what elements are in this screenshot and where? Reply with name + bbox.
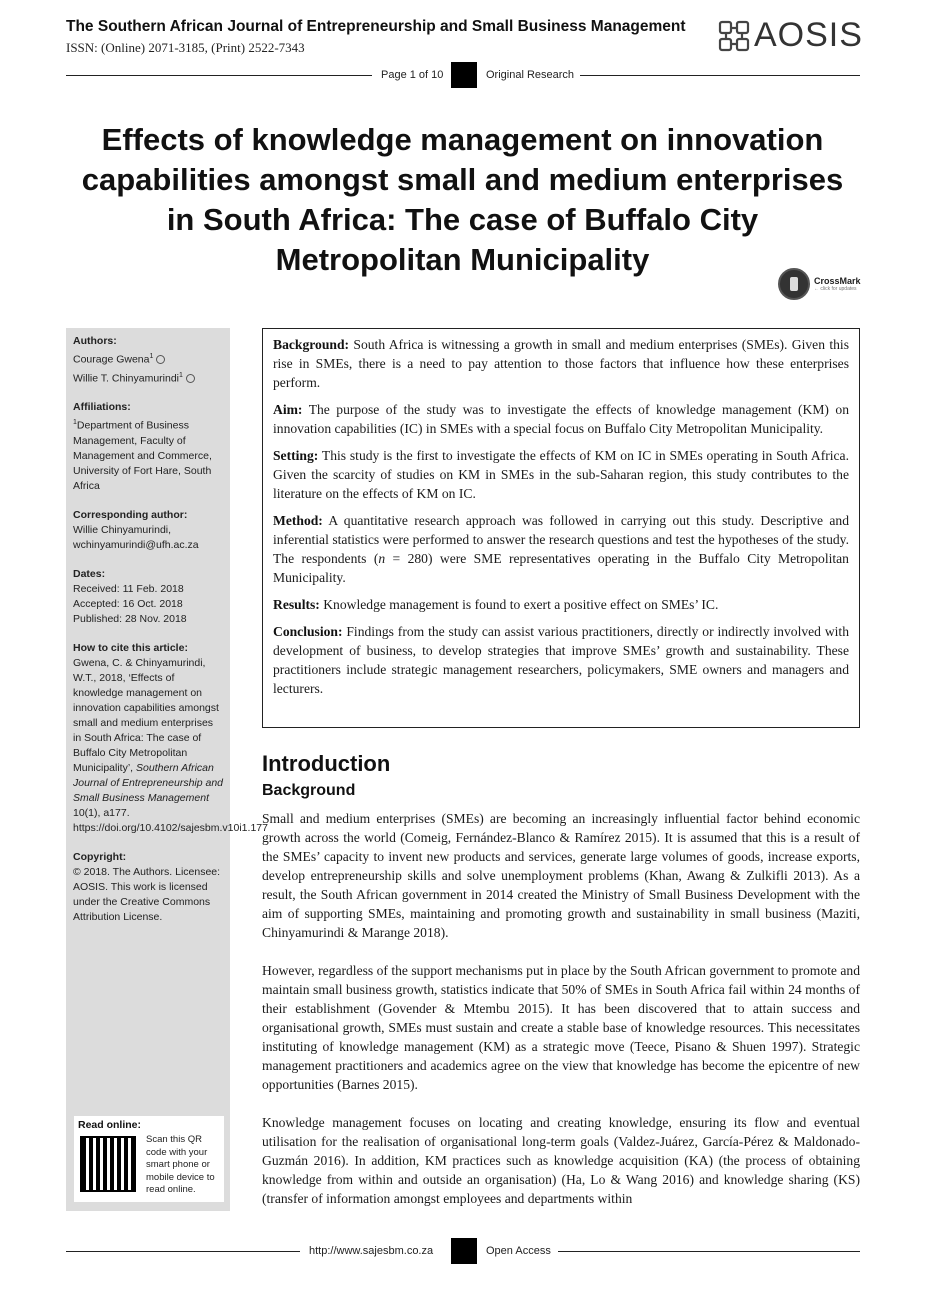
publisher-logo (718, 16, 863, 55)
background-heading: Background (262, 782, 356, 799)
authors-section (73, 334, 223, 386)
author-2: Willie T. Chinyamurindi$^1$ (73, 368, 223, 387)
issn: ISSN: (Online) 2071-3185, (Print) 2522-7343 (66, 40, 305, 55)
abstract-method: Method: A quantitative research approach was followed in carrying out this study. Descriptive and inferential statistics were performed to answer the research questions and test the hypotheses of the study. The respondents (n = 280) were SME representatives operating in the Buffalo City Metropolitan Municipality. (273, 513, 849, 585)
corresponding-section (73, 508, 223, 553)
abstract-box (262, 328, 860, 728)
dates-head: Dates: (73, 567, 106, 580)
dates-section (73, 567, 223, 627)
body-paragraph-2: However, regardless of the support mechanisms put in place by the South African government to promote and maintain small business growth, statistics indicate that 50% of SMEs in South Africa fail within 24 months of their establishment (Govender & Mtembu 2015). It has been discovered that to attain success and organisational growth, SMEs must sustain and create a stable base of knowledge resources. This necessitates instituting of knowledge management (KM) as a strategic move (Teece, Pisano & Shuen 1997). Strategic management practitioners and academics agree on the view that knowledge has become the epicentre of new opportunities (Barnes 2015). (262, 963, 860, 1092)
abstract-background: Background: South Africa is witnessing a growth in small and medium enterprises (SMEs). Given this rise in SMEs, there is a need to pay attention to those factors that influence how these enterprises perform. (273, 337, 849, 390)
date-accepted: Accepted: 16 Oct. 2018 (73, 597, 183, 610)
corresponding-name: Willie Chinyamurindi, (73, 523, 172, 536)
read-online-head: Read online: (78, 1119, 142, 1131)
footer-url[interactable]: http://www.sajesbm.co.za (309, 1245, 434, 1257)
authors-head: Authors: (73, 335, 117, 347)
copyright-head: Copyright: (73, 850, 127, 863)
page-label: Page 1 of 10 (381, 69, 444, 81)
orcid-icon[interactable] (156, 355, 165, 364)
aosis-emblem-icon (718, 20, 750, 52)
read-online-text: Scan this QR code with your smart phone or mobile device to read online. (146, 1134, 215, 1195)
corresponding-head: Corresponding author: (73, 508, 188, 521)
date-published: Published: 28 Nov. 2018 (73, 612, 187, 625)
crossmark-sub: ← click for updates (814, 286, 857, 292)
corresponding-email[interactable]: wchinyamurindi@ufh.ac.za (73, 538, 199, 551)
orcid-icon[interactable] (186, 374, 195, 383)
read-online-box (74, 1116, 224, 1202)
abstract-conclusion: Conclusion: Findings from the study can assist various practitioners, directly or indirectly involved with development of business, to develop strategies that improve SMEs’ growth and sustainability. These practitioners include strategic management researchers, policymakers, SME owners and managers and lecturers. (273, 624, 849, 696)
abstract-setting: Setting: This study is the first to investigate the effects of KM on IC in SMEs operating in South Africa. Given the scarcity of studies on KM in SMEs in the sub-Saharan region, this study contributes to the literature on the effects of KM on IC. (273, 448, 849, 501)
article-type: Original Research (486, 69, 575, 81)
crossmark-icon (778, 268, 810, 300)
footer-block (451, 1238, 477, 1264)
footer-access: Open Access (486, 1245, 551, 1257)
citation-section (73, 641, 268, 836)
crossmark-badge[interactable] (778, 268, 861, 300)
citation-text: Gwena, C. & Chinyamurindi, W.T., 2018, ‘Effects of knowledge management on innovation capabilities amongst small and medium enterprises in South Africa: The case of Buffalo City Metropolitan Municipality’, Southern African Journal of Entrepreneurship and Small Business Management 10(1), a177. https://doi.org/10.4102/sajesbm.v10i1.177 (73, 656, 268, 834)
header-block (451, 62, 477, 88)
abstract-results: Results: Knowledge management is found to exert a positive effect on SMEs’ IC. (273, 597, 719, 612)
journal-title: The Southern African Journal of Entrepreneurship and Small Business Management (66, 18, 686, 35)
sidebar (66, 328, 268, 1211)
author-1: Courage Gwena$^1$ (73, 349, 223, 368)
copyright-section (73, 850, 223, 925)
body-paragraph-3: Knowledge management focuses on locating and creating knowledge, ensuring its flow and eventual utilisation for the realisation of organisational long-term goals (Valdez-Juárez, García-Pérez & Maldonado-Guzmán 2016). In addition, KM practices such as knowledge acquisition (KA) (the process of obtaining knowledge from within and outside an organisation) (Ha, Lo & Wang 2016) and knowledge sharing (KS) (transfer of information amongst employees and departments within (262, 1115, 860, 1206)
footer-rule-left (66, 1251, 300, 1252)
crossmark-label: CrossMark (814, 276, 861, 286)
header-rule-left (66, 75, 372, 76)
article-title: Effects of knowledge management on innovation capabilities amongst small and medium enterprises in South Africa: The case of Buffalo City Metropolitan Municipality (81, 122, 844, 277)
footer-rule-right (558, 1251, 860, 1252)
affiliation-text: $^1$Department of Business Management, Faculty of Management and Commerce, University of Fort Hare, South Africa (73, 419, 212, 492)
copyright-text: © 2018. The Authors. Licensee: AOSIS. This work is licensed under the Creative Commons Attribution License. (73, 865, 221, 923)
aosis-wordmark: AOSIS (754, 16, 863, 54)
abstract-aim: Aim: The purpose of the study was to investigate the effects of knowledge management (KM) on innovation capabilities (IC) in SMEs with a special focus on Buffalo City Metropolitan Municipality. (273, 402, 850, 436)
qr-code-icon[interactable] (80, 1136, 136, 1192)
body-paragraph-1: Small and medium enterprises (SMEs) are becoming an increasingly influential factor behind economic growth across the world (Comeig, Fernández-Blanco & Ramírez 2015). It is assumed that this is a result of the SMEs’ capacity to invent new products and services, generate large volumes of goods, increase exports, develop entrepreneurship skills and solve unemployment problems (Khan, Awang & Zulkifli 2013). As a result, the South African government in 2014 created the Ministry of Small Business Development with the aim of supporting SMEs, maintaining and promoting growth and sustainability in small business (Maziti, Chinyamurindi & Marange 2018). (262, 811, 860, 940)
citation-head: How to cite this article: (73, 641, 188, 654)
header-rule-right (580, 75, 860, 76)
introduction-heading: Introduction (262, 751, 391, 776)
date-received: Received: 11 Feb. 2018 (73, 582, 184, 595)
affiliations-head: Affiliations: (73, 401, 131, 413)
affiliations-section (73, 400, 223, 494)
